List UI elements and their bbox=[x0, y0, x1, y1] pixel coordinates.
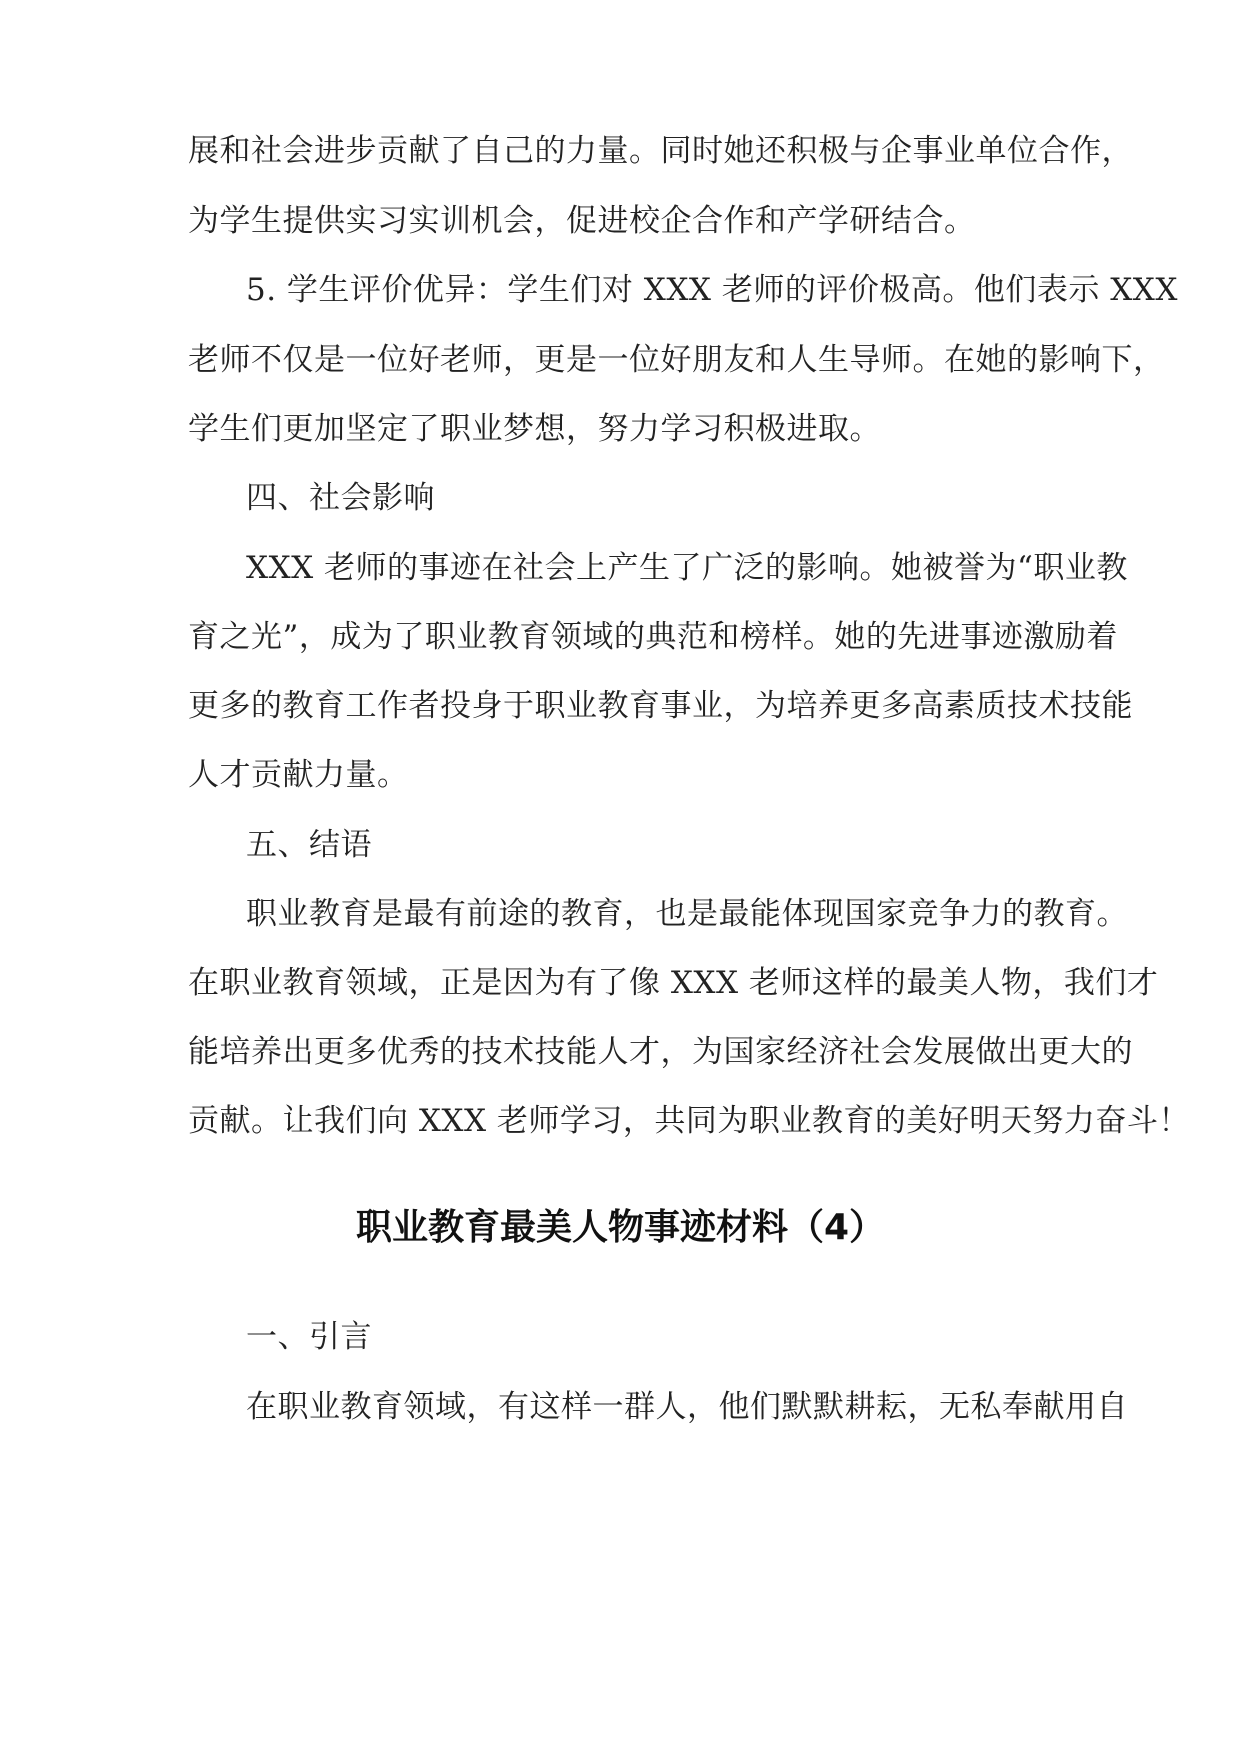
paragraph-line: 学生们更加坚定了职业梦想，努力学习积极进取。 bbox=[188, 411, 881, 447]
paragraph-line: 人才贡献力量。 bbox=[188, 757, 409, 793]
paragraph-line: XXX 老师的事迹在社会上产生了广泛的影响。她被誉为“职业教 bbox=[246, 550, 1128, 586]
section-heading-introduction: 一、引言 bbox=[246, 1319, 372, 1355]
section-heading-social-impact: 四、社会影响 bbox=[246, 480, 435, 516]
document-title: 职业教育最美人物事迹材料（4） bbox=[355, 1207, 886, 1248]
paragraph-line: 老师不仅是一位好老师，更是一位好朋友和人生导师。在她的影响下， bbox=[188, 342, 1165, 378]
paragraph-line: 育之光”，成为了职业教育领域的典范和榜样。她的先进事迹激励着 bbox=[188, 619, 1118, 655]
paragraph-line: 更多的教育工作者投身于职业教育事业，为培养更多高素质技术技能 bbox=[188, 688, 1133, 724]
paragraph-line: 在职业教育领域，正是因为有了像 XXX 老师这样的最美人物，我们才 bbox=[188, 965, 1159, 1001]
paragraph-line: 贡献。让我们向 XXX 老师学习，共同为职业教育的美好明天努力奋斗！ bbox=[188, 1103, 1190, 1139]
list-item-5: 5. 学生评价优异：学生们对 XXX 老师的评价极高。他们表示 XXX bbox=[246, 272, 1178, 308]
paragraph-line: 展和社会进步贡献了自己的力量。同时她还积极与企事业单位合作， bbox=[188, 133, 1133, 169]
paragraph-line: 在职业教育领域，有这样一群人，他们默默耕耘，无私奉献用自 bbox=[246, 1389, 1128, 1425]
paragraph-line: 职业教育是最有前途的教育，也是最能体现国家竞争力的教育。 bbox=[246, 896, 1128, 932]
section-heading-conclusion: 五、结语 bbox=[246, 827, 372, 863]
paragraph-line: 能培养出更多优秀的技术技能人才，为国家经济社会发展做出更大的 bbox=[188, 1034, 1133, 1070]
paragraph-line: 为学生提供实习实训机会，促进校企合作和产学研结合。 bbox=[188, 203, 976, 239]
